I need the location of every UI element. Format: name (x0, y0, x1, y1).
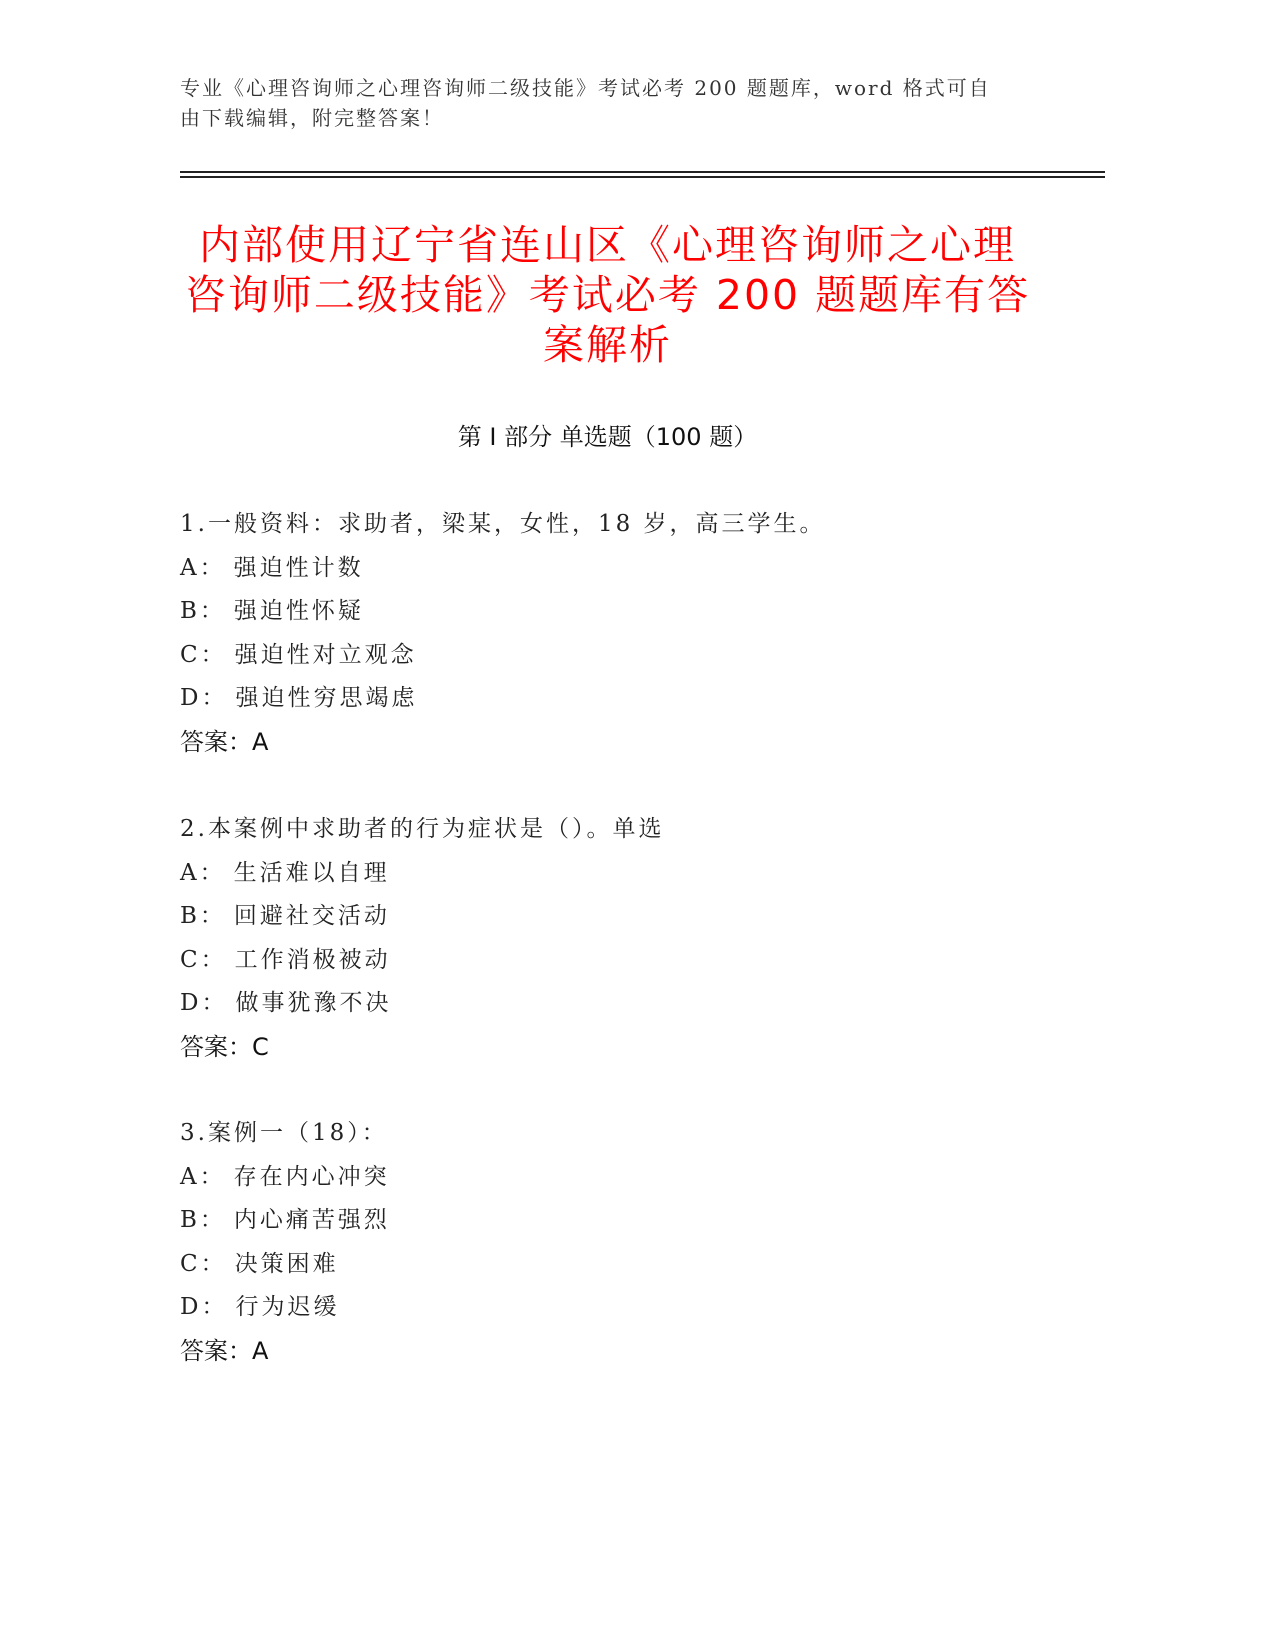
option-label: C： (180, 1250, 227, 1277)
option-b (180, 895, 664, 939)
header-divider-top (180, 171, 1105, 173)
answer-value: A (252, 727, 269, 756)
option-b (180, 590, 826, 634)
answer-label: 答案： (180, 1032, 252, 1061)
option-text: 强迫性穷思竭虑 (235, 685, 418, 711)
option-label: B： (180, 598, 226, 624)
option-text: 强迫性计数 (233, 554, 364, 581)
option-text: 强迫性对立观念 (234, 641, 417, 668)
option-label: D： (180, 990, 228, 1016)
option-label: B： (180, 903, 226, 929)
header-line: 由下载编辑，附完整答案！ (180, 106, 444, 130)
title-line: 咨询师二级技能》考试必考 200 题题库有答 (184, 271, 1031, 319)
document-title (150, 220, 1065, 370)
option-text: 回避社交活动 (233, 903, 390, 929)
answer-value: C (252, 1032, 269, 1061)
answer-label: 答案： (180, 1336, 252, 1365)
option-text: 存在内心冲突 (233, 1163, 390, 1190)
answer-line (180, 721, 826, 765)
header-divider-bottom (180, 176, 1105, 178)
question-1 (180, 503, 826, 764)
title-line: 内部使用辽宁省连山区《心理咨询师之心理 (199, 221, 1016, 269)
option-c (180, 939, 664, 983)
option-label: C： (180, 946, 227, 973)
question-3 (180, 1112, 390, 1373)
document-header (180, 73, 991, 133)
option-label: A： (180, 554, 226, 581)
question-2 (180, 808, 664, 1069)
option-text: 做事犹豫不决 (235, 990, 392, 1016)
question-stem: 3.案例一（18）： (180, 1120, 388, 1146)
option-label: D： (180, 685, 228, 711)
option-a (180, 1156, 390, 1200)
header-line: 专业《心理咨询师之心理咨询师二级技能》考试必考 200 题题库，word 格式可自 (180, 76, 991, 100)
question-stem: 2.本案例中求助者的行为症状是（）。单选 (180, 816, 665, 842)
answer-label: 答案： (180, 727, 252, 756)
option-label: A： (180, 859, 226, 886)
option-b (180, 1199, 390, 1243)
option-label: A： (180, 1163, 226, 1190)
option-text: 决策困难 (234, 1250, 339, 1277)
option-text: 生活难以自理 (233, 859, 390, 886)
option-label: C： (180, 641, 227, 668)
answer-line (180, 1330, 390, 1374)
option-text: 内心痛苦强烈 (233, 1207, 390, 1233)
option-c (180, 1243, 390, 1287)
option-d (180, 677, 826, 721)
option-label: D： (180, 1294, 228, 1320)
answer-line (180, 1026, 664, 1070)
option-text: 强迫性怀疑 (233, 598, 364, 624)
option-d (180, 982, 664, 1026)
question-stem: 1.一般资料：求助者，梁某，女性，18 岁，高三学生。 (180, 511, 826, 537)
option-a (180, 547, 826, 591)
option-text: 工作消极被动 (234, 946, 391, 973)
option-d (180, 1286, 390, 1330)
option-c (180, 634, 826, 678)
answer-value: A (252, 1336, 269, 1365)
title-line: 案解析 (543, 321, 672, 369)
option-text: 行为迟缓 (235, 1294, 340, 1320)
option-a (180, 852, 664, 896)
option-label: B： (180, 1207, 226, 1233)
section-heading: 第 I 部分 单选题（100 题） (457, 423, 758, 451)
